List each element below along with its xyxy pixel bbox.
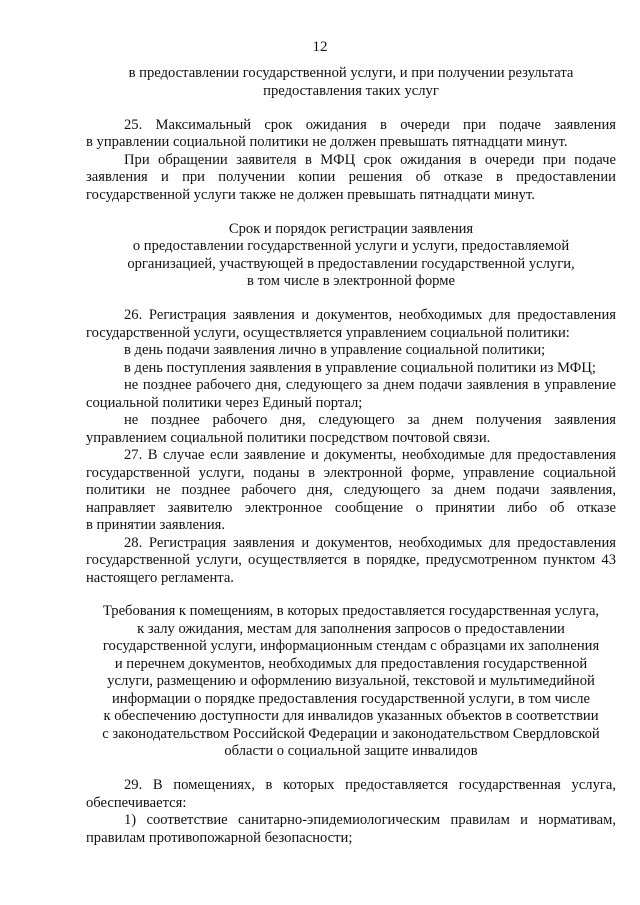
text-line: и перечнем документов, необходимых для предоставления государственной xyxy=(114,656,588,672)
text-line: 27. В случае если заявление и документы, необходимые для предоставления xyxy=(124,447,616,463)
text-line: Срок и порядок регистрации заявления xyxy=(228,221,474,237)
text-line: в день поступления заявления в управление социальной политики из МФЦ; xyxy=(124,360,596,376)
text-line: заявления и при получении копии решения об отказе в предоставлении xyxy=(86,169,616,185)
text-line: предоставления таких услуг xyxy=(263,83,439,99)
text-line: управлением социальной политики посредством почтовой связи. xyxy=(86,430,491,446)
text-line: о предоставлении государственной услуги и услуги, предоставляемой xyxy=(132,238,570,254)
text-line: к залу ожидания, местам для заполнения запросов о предоставлении xyxy=(137,621,565,637)
text-line: 29. В помещениях, в которых предоставляется государственная услуга, xyxy=(124,777,616,793)
text-line: государственной услуги, осуществляется управлением социальной политики: xyxy=(86,325,570,341)
text-line: к обеспечению доступности для инвалидов указанных объектов в соответствии xyxy=(103,708,599,724)
text-line: обеспечивается: xyxy=(86,795,187,811)
text-line: информации о порядке предоставления государственной услуги, в том числе xyxy=(111,691,591,707)
text-line: государственной услуги, осуществляется в порядке, предусмотренном пунктом 43 xyxy=(86,552,616,568)
text-line: политики не позднее рабочего дня, следующего за днем подачи заявления, xyxy=(86,482,616,498)
text-line: в предоставлении государственной услуги, и при получении результата xyxy=(128,65,574,81)
text-line: государственной услуги, информационным стендам с образцами их заполнения xyxy=(102,638,600,654)
text-line: государственной услуги также не должен превышать пятнадцати минут. xyxy=(86,187,535,203)
text-line: 1) соответствие санитарно-эпидемиологическим правилам и нормативам, xyxy=(124,812,616,828)
text-line: 25. Максимальный срок ожидания в очереди при подаче заявления xyxy=(124,117,616,133)
text-line: государственной услуги, поданы в электронной форме, управление социальной xyxy=(86,465,616,481)
text-line: в принятии заявления. xyxy=(86,517,226,533)
text-line: в том числе в электронной форме xyxy=(247,273,455,289)
page-number: 12 xyxy=(312,39,328,55)
text-line: области о социальной защите инвалидов xyxy=(224,743,478,759)
text-line: социальной политики через Единый портал; xyxy=(86,395,363,411)
text-line: в день подачи заявления лично в управление социальной политики; xyxy=(124,342,546,358)
text-line: 26. Регистрация заявления и документов, необходимых для предоставления xyxy=(124,307,616,323)
text-line: 28. Регистрация заявления и документов, необходимых для предоставления xyxy=(124,535,616,551)
text-line: в управлении социальной политики не должен превышать пятнадцати минут. xyxy=(86,134,568,150)
text-line: с законодательством Российской Федерации и законодательством Свердловской xyxy=(102,726,600,742)
text-line: При обращении заявителя в МФЦ срок ожидания в очереди при подаче xyxy=(124,152,616,168)
text-line: настоящего регламента. xyxy=(86,570,234,586)
text-line: правилам противопожарной безопасности; xyxy=(86,830,353,846)
text-line: услуги, размещению и оформлению визуальной, текстовой и мультимедийной xyxy=(107,673,595,689)
text-line: организацией, участвующей в предоставлении государственной услуги, xyxy=(127,256,575,272)
text-line: направляет заявителю электронное сообщение о принятии либо об отказе xyxy=(86,500,616,516)
text-line: не позднее рабочего дня, следующего за днем подачи заявления в управление xyxy=(124,377,616,393)
text-line: не позднее рабочего дня, следующего за днем получения заявления xyxy=(124,412,616,428)
text-line: Требования к помещениям, в которых предоставляется государственная услуга, xyxy=(102,603,600,619)
